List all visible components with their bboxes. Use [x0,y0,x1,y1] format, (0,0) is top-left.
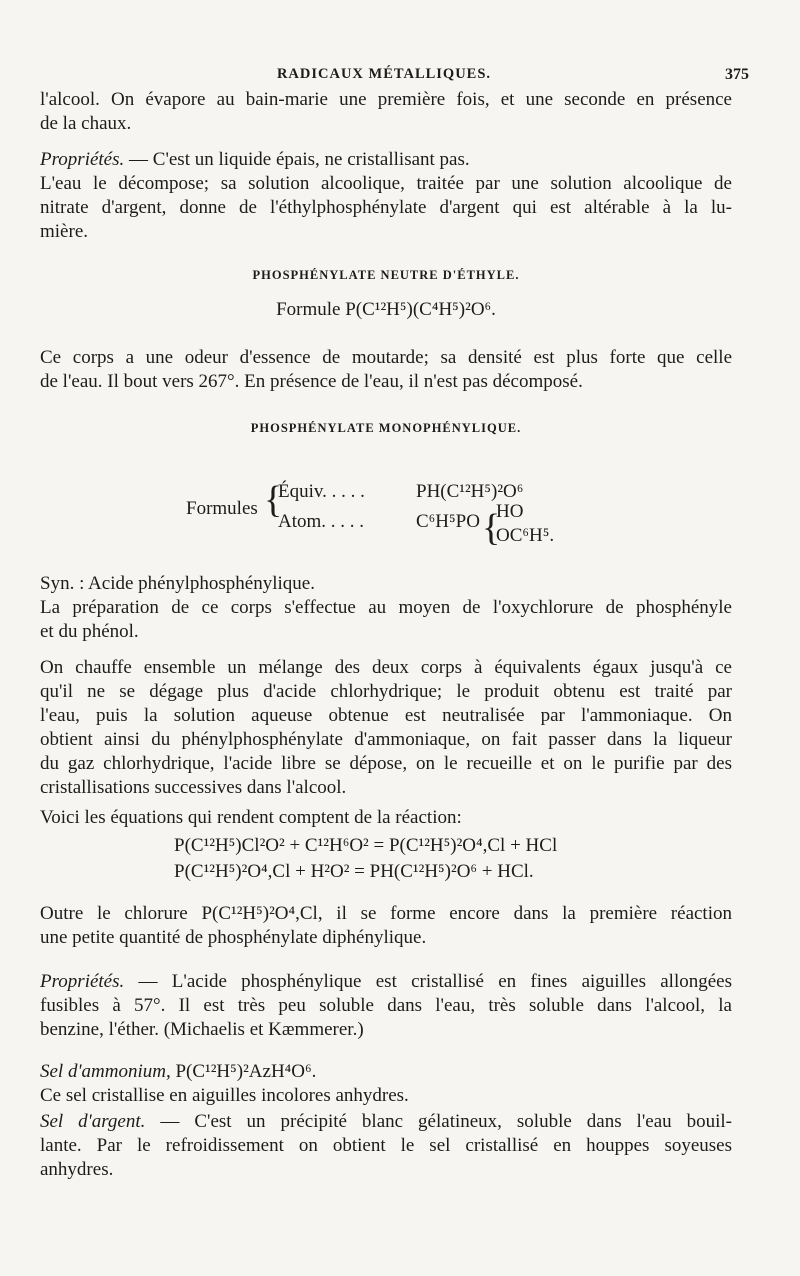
text-line: obtient ainsi du phénylphosphénylate d'ammoniaque, on fait passer dans la liqueur [40,729,732,750]
text-line: La préparation de ce corps s'effectue au moyen de l'oxychlorure de phosphényle [40,597,732,618]
text-line: benzine, l'éther. (Michaelis et Kæmmerer.) [40,1019,364,1040]
italic-label: Propriétés. [40,971,125,992]
text-line: une petite quantité de phosphénylate diphénylique. [40,927,427,948]
text-line: et du phénol. [40,621,139,642]
text-line: de l'eau. Il bout vers 267°. En présence de l'eau, il n'est pas décomposé. [40,371,583,392]
text-line [40,1060,732,1084]
text-line: nitrate d'argent, donne de l'éthylphosphénylate d'argent qui est altérable à la lu- [40,197,732,218]
section-heading: PHOSPHÉNYLATE MONOPHÉNYLIQUE. [250,421,522,435]
formula: P(C¹²H⁵)²AzH⁴O⁶. [170,1061,317,1082]
text-line: fusibles à 57°. Il est très peu soluble dans l'eau, très soluble dans l'alcool, la [40,995,732,1016]
text-line: du gaz chlorhydrique, l'acide libre se dépose, on le recueille et on le purifie par des [40,753,732,774]
text-span: — L'acide phosphénylique est cristallisé en fines aiguilles allongées [124,971,732,992]
italic-label: Sel d'argent. [40,1111,146,1132]
text-span: — C'est un précipité blanc gélatineux, soluble dans l'eau bouil- [145,1111,732,1132]
text-line [40,148,732,172]
text-line: L'eau le décompose; sa solution alcoolique, traitée par une solution alcoolique de [40,173,732,194]
text-line: de la chaux. [40,113,132,134]
formula-label: Formule [276,299,341,320]
section-heading: PHOSPHÉNYLATE NEUTRE D'ÉTHYLE. [252,268,520,282]
text-line: lante. Par le refroidissement on obtient le sel cristallisé en houppes soyeuses [40,1135,732,1156]
text-line: Voici les équations qui rendent comptent de la réaction: [40,807,462,828]
page-number: 375 [725,66,749,83]
text-line: anhydres. [40,1159,114,1180]
left-brace: { [482,507,501,549]
atom-ho: HO [496,501,524,522]
italic-label: Sel d'ammonium, [40,1061,171,1082]
running-head: RADICAUX MÉTALLIQUES. [276,66,492,82]
text-line [40,1110,732,1134]
equation: P(C¹²H⁵)Cl²O² + C¹²H⁶O² = P(C¹²H⁵)²O⁴,Cl + HCl [174,835,558,856]
atom-label: Atom. . . . . [278,511,365,532]
text-line: Syn. : Acide phénylphosphénylique. [40,573,315,594]
atom-oc: OC⁶H⁵. [496,525,555,546]
italic-label: Propriétés. [40,149,125,170]
text-line: qu'il ne se dégage plus d'acide chlorhydrique; le produit obtenu est traité par [40,681,732,702]
text-line: Ce corps a une odeur d'essence de moutarde; sa densité est plus forte que celle [40,347,732,368]
left-brace: { [264,479,283,521]
text-span: — C'est un liquide épais, ne cristallisant pas. [124,149,470,170]
atom-formula: C⁶H⁵PO [416,511,480,532]
text-line: cristallisations successives dans l'alcool. [40,777,347,798]
text-line: l'alcool. On évapore au bain-marie une première fois, et une seconde en présence [40,89,732,110]
text-line: Ce sel cristallise en aiguilles incolores anhydres. [40,1085,409,1106]
text-line [40,970,732,994]
text-line: mière. [40,221,89,242]
formula-line [40,298,732,322]
equiv-label: Équiv. . . . . [278,481,365,502]
formulas-label: Formules [186,498,258,519]
equiv-formula: PH(C¹²H⁵)²O⁶ [416,481,524,502]
equation: P(C¹²H⁵)²O⁴,Cl + H²O² = PH(C¹²H⁵)²O⁶ + HCl. [174,861,534,882]
text-line: l'eau, puis la solution aqueuse obtenue est neutralisée par l'ammoniaque. On [40,705,732,726]
formula: P(C¹²H⁵)(C⁴H⁵)²O⁶. [345,299,496,320]
text-line: Outre le chlorure P(C¹²H⁵)²O⁴,Cl, il se forme encore dans la première réaction [40,903,732,924]
text-line: On chauffe ensemble un mélange des deux corps à équivalents égaux jusqu'à ce [40,657,732,678]
